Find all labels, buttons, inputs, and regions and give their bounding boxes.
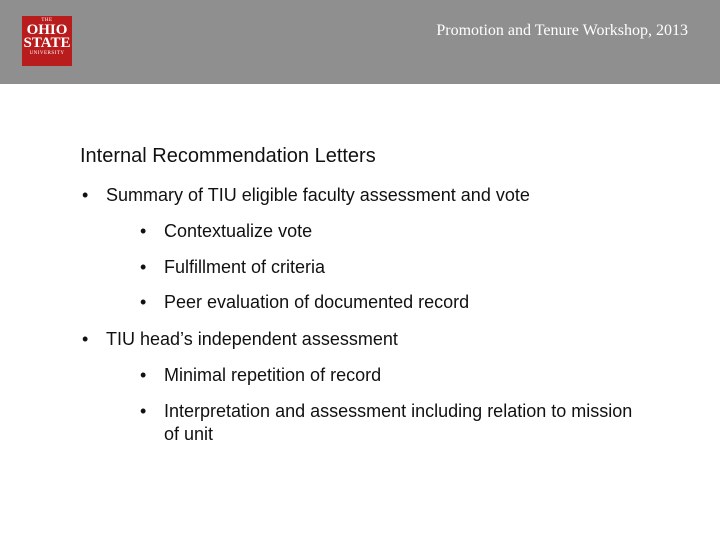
bullet-dot: • [82,185,89,205]
logo-top-text: THE [41,18,53,23]
sub-bullet-text: Minimal repetition of record [164,365,382,385]
bullet-dot: • [140,257,147,277]
bullet-text: TIU head’s independent assessment [106,329,398,349]
slide-title: Internal Recommendation Letters [80,145,376,167]
bullet-dot: • [140,401,147,421]
bullet-dot: • [140,365,147,385]
logo-main-line2: STATE [23,35,71,51]
bullet-summary [82,184,682,207]
sub-bullet-peer-evaluation [140,291,660,314]
sub-bullet-text: Peer evaluation of documented record [164,292,470,312]
sub-bullet-text: Fulfillment of criteria [164,257,326,277]
sub-bullet-interpretation [140,400,640,446]
bullet-dot: • [140,292,147,312]
header-bar [0,0,720,84]
ohio-state-logo [22,16,72,66]
header-title: Promotion and Tenure Workshop, 2013 [436,22,688,39]
bullet-text: Summary of TIU eligible faculty assessment and vote [106,185,530,205]
logo-sub-text: UNIVERSITY [29,51,65,56]
sub-bullet-fulfillment [140,256,660,279]
sub-bullet-contextualize [140,220,660,243]
bullet-dot: • [82,329,89,349]
bullet-tiu-head [82,328,682,351]
sub-bullet-text: Interpretation and assessment including relation to mission of unit [164,401,633,444]
sub-bullet-minimal-repetition [140,364,660,387]
bullet-dot: • [140,221,147,241]
sub-bullet-text: Contextualize vote [164,221,313,241]
logo-main-line1: OHIO [26,22,68,38]
